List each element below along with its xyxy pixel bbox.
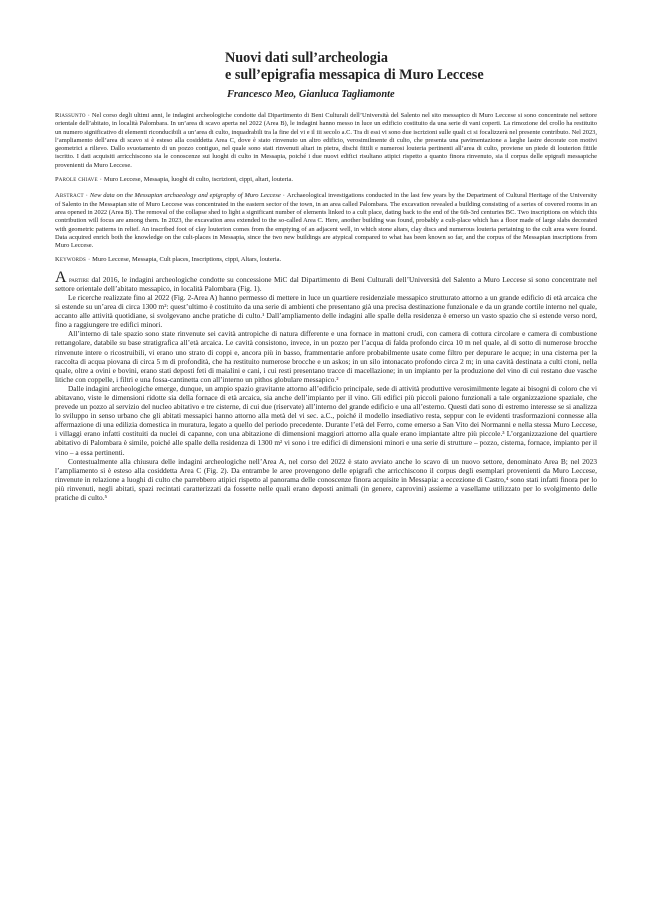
abstract-sep-2: · xyxy=(282,192,285,200)
riassunto-label: Riassunto xyxy=(55,112,86,119)
article-body xyxy=(55,268,597,502)
abstract-title-en: New data on the Messapian archaeology and epigraphy of Muro Leccese xyxy=(89,192,281,200)
abstract-label: Abstract xyxy=(55,192,84,200)
abstract-text: Archaeological investigations conducted in the last few years by the Department of Cultural Heritage of the University of Salento in the Messapian site of Muro Leccese was concentrated in the eastern sector of the town, in an area called Palombara. The excavation revealed a building consisting of a series of covered rooms in an area opened in 2022 (Area B). The removal of the collapse shed to light a significant number of elements linked to a cult place, dating back to the end of the 6th-3rd centuries BC. Two inscriptions on which this contribution will focus are among them. In 2023, the excavation area extended to the so-called Area C. Here, another building was found, probably a cult-place which has a floor made of large slabs decorated with geometric patterns in relief. An inscribed foot of clay louterion comes from the emptying of an adjacent well, in which stone altars, clay discs and numerous louteria pertaining to the cult area were found. Data acquired enrich both the knowledge on the cult-places in Messapia, since the two new buildings are atypical compared to what has been known so far, and the corpus of the Messapian inscriptions from Muro Leccese. xyxy=(55,192,597,250)
article xyxy=(55,50,597,502)
keywords-block xyxy=(55,256,597,264)
drop-cap: A xyxy=(55,268,67,286)
parole-chiave-sep: · xyxy=(99,176,102,184)
riassunto-sep: · xyxy=(87,112,90,119)
keywords-text: Muro Leccese, Messapia, Cult places, Inscriptions, cippi, Altars, louteria. xyxy=(92,256,282,264)
abstract-block xyxy=(55,192,597,250)
paragraph-3: All’interno di tale spazio sono state rinvenute sei cavità antropiche di natura differente e una fornace in mattoni crudi, con camera di cottura circolare e camera di combustione rettangolare, databile su base stratigrafica all’età arcaica. Le cavità consistono, invece, in un pozzo per l’acqua di falda profondo circa 10 m nel quale, al di sotto di numerose brocche rinvenute intere o ricostruibili, vi erano uno strato di coppi e, ancora più in basso, frammentarie anfore probabilmente usate come filtro per depurare le acque; in una cisterna per la raccolta di acqua piovana di circa 5 m di profondità, che ha restituito numerose brocche e un askos; in un silo intonacato profondo circa 2 m; in una cavità destinata a culti ctoni, nella quale, oltre a ovini e bovini, erano stati deposti feti di maialini e cani, i cui resti presentano tracce di macellazione; in un impianto per la produzione del vino di cui restano due vasche litiche con coppelle, i filtri e una fossa-cantinetta con all’interno un pithos globulare messapico.² xyxy=(55,329,597,384)
paragraph-1-text: dal 2016, le indagini archeologiche condotte su concessione MiC dal Dipartimento di Beni Culturali dell’Università del Salento a Muro Leccese si sono concentrate nel settore orientale dell’abitato messapico, in località Palombara (Fig. 1). xyxy=(55,274,597,293)
parole-chiave-block xyxy=(55,176,597,184)
parole-chiave-text: Muro Leccese, Messapia, luoghi di culto, iscrizioni, cippi, altari, louteria. xyxy=(103,176,293,184)
paragraph-1 xyxy=(55,268,597,293)
parole-chiave-label: Parole chiave xyxy=(55,176,98,184)
keywords-sep: · xyxy=(87,256,91,264)
keywords-label: Keywords xyxy=(55,256,86,264)
riassunto-text: Nel corso degli ultimi anni, le indagini archeologiche condotte dal Dipartimento di Beni Culturali dell’Università del Salento nel sito messapico di Muro Leccese si sono concentrate nel settore orientale dell’abitato, in località Palombara. In un’area di scavo aperta nel 2022 (Area B), le indagini hanno messo in luce un edificio costituito da una serie di vani coperti. La rimozione del crollo ha restituito un numero significativo di elementi riconducibili a un’area di culto, inquadrabili tra la fine del vi e il iii secolo a.C. Tra di essi vi sono due iscrizioni sulle quali ci si focalizzerà nel presente contributo. Nel 2023, l’ampliamento dell’area di scavo si è esteso alla cosiddetta Area C, dove è stato rinvenuto un altro edificio, verosimilmente di culto, che presenta una pavimentazione a larghe lastre decorate con motivi geometrici a rilievo. Dallo svuotamento di un pozzo contiguo, nel quale sono stati rinvenuti altari in pietra, dischi fittili e numerosi louteria pertinenti all’area di culto, proviene un piede di louterion fittile iscritto. I dati acquisiti arricchiscono sia le conoscenze sui luoghi di culto in Messapia, poiché i due nuovi edifici risultano atipici rispetto a quanto finora rinvenuto, sia il corpus delle epigrafi messapiche provenienti da Muro Leccese. xyxy=(55,112,597,169)
article-title xyxy=(225,50,597,84)
paragraph-5: Contestualmente alla chiusura delle indagini archeologiche nell’Area A, nel corso del 2022 è stato avviato anche lo scavo di un nuovo settore, denominato Area B; nel 2023 l’ampliamento si è esteso alla cosiddetta Area C (Fig. 2). Da entrambe le aree provengono delle epigrafi che arricchiscono il corpus degli esemplari provenienti da Muro Leccese, rinvenute in relazione a luoghi di culto che parrebbero atipici rispetto al panorama delle conoscenze finora acquisite in Messapia: a eccezione di Castro,⁴ sono stati infatti finora per lo più rinvenuti, negli abitati, spazi recintati caratterizzati da fossette nelle quali erano deposti animali (in genere, caprovini) assieme a vasellame utilizzato per lo svolgimento delle pratiche di culto.⁵ xyxy=(55,456,597,502)
riassunto-block xyxy=(55,112,597,170)
title-line-2: e sull’epigrafia messapica di Muro Leccese xyxy=(225,67,484,83)
paragraph-2: Le ricerche realizzate fino al 2022 (Fig. 2-Area A) hanno permesso di mettere in luce un quartiere residenziale messapico strutturato attorno a un grande edificio di età arcaica che si estende su un’area di circa 1300 m²: quest’ultimo è costituito da una serie di ambienti che presentano già una precisa destinazione funzionale e da un grande cortile interno nel quale, accanto alle attività quotidiane, si svolgevano anche pratiche di culto.¹ Dall’ampliamento delle indagini alle spalle della residenza è emerso un vasto spazio che si estende verso nord, fino a raggiungere tre edifici minori. xyxy=(55,292,597,330)
paragraph-1-lead: partire xyxy=(68,274,90,284)
authors: Francesco Meo, Gianluca Tagliamonte xyxy=(227,89,395,100)
abstract-sep: · xyxy=(85,192,88,200)
paragraph-4: Dalle indagini archeologiche emerge, dunque, un ampio spazio gravitante attorno all’edificio principale, sede di attività produttive verosimilmente legate ai bisogni di coloro che vi abitavano, viste le dimensioni ridotte sia della fornace di età arcaica, sia anche dell’impianto per il vino. Gli edifici più piccoli paiono funzionali a tale organizzazione spaziale, che prevede un pozzo al servizio del nucleo abitativo e tre cisterne, di cui due (riservate) all’interno del grande edificio e una all’esterno. Questi dati sono di estremo interesse se si analizza lo sviluppo in senso urbano che gli abitati messapici hanno attorno alla metà del vi sec. a.C., poiché il modello insediativo resta, seppur con le evidenti trasformazioni connesse alla affermazione di una edilizia domestica in muratura, legato a quello del periodo precedente. Durante l’età del Ferro, come emerso a San Vito dei Normanni e nella stessa Muro Leccese, i villaggi erano infatti costituiti da nuclei di capanne, con una abitazione di dimensioni maggiori attorno alla quale erano impiantate altre più piccole.³ L’organizzazione del quartiere abitativo di Palombara è simile, poiché alle spalle della residenza di 1300 m² vi sono i tre edifici di dimensioni minori e una serie di strutture – pozzo, cisterna, fornace, impianto per il vino – a essa pertinenti. xyxy=(55,383,597,457)
title-line-1: Nuovi dati sull’archeologia xyxy=(225,50,388,66)
